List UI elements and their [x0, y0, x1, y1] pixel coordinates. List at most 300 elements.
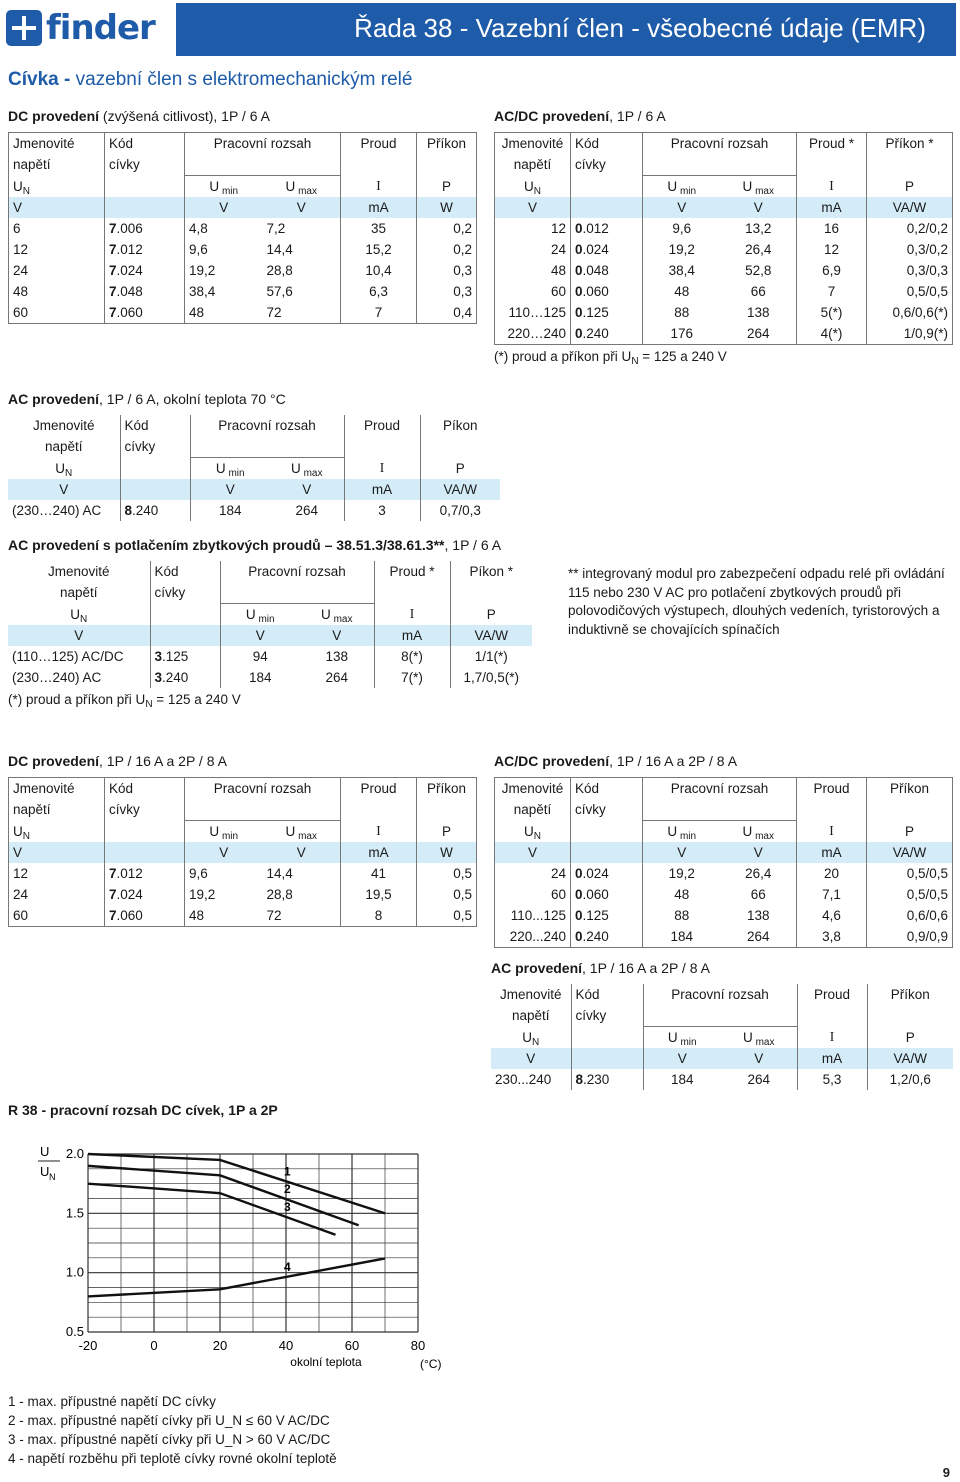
- cell-umax: 26,4: [745, 866, 772, 881]
- table-heading: AC/DC provedení, 1P / 16 A a 2P / 8 A: [494, 753, 738, 769]
- cell-umin: 9,6: [185, 239, 263, 260]
- symbol-umin: U $_{min}$: [185, 821, 263, 843]
- col-header: cívky: [571, 154, 643, 176]
- cell-voltage: 24: [550, 242, 566, 257]
- cell-current: 7(*): [374, 667, 450, 688]
- cell-code: 7.012: [105, 239, 185, 260]
- col-header: cívky: [150, 582, 220, 604]
- cell-power: 0,5/0,5: [867, 281, 953, 302]
- cell-umax: 66: [750, 284, 766, 299]
- col-header: Pracovní rozsah: [643, 984, 797, 1005]
- col-header: Pracovní rozsah: [220, 561, 374, 582]
- finder-logo-icon: [6, 10, 42, 46]
- table-note: (*) proud a příkon při $U_N = 125$ a 240 V: [494, 349, 727, 367]
- symbol-p: P: [417, 176, 477, 198]
- cell-current: 8: [341, 905, 417, 927]
- units-row: V V V mA W: [9, 197, 477, 218]
- cell-voltage: (230…240) AC: [12, 670, 102, 685]
- symbol-i: I: [341, 176, 417, 198]
- spec-table: [8, 415, 500, 521]
- cell-current: 4(*): [797, 323, 867, 345]
- cell-voltage: 24: [13, 887, 29, 902]
- header-row: [8, 415, 500, 436]
- symbol-umin: U $_{min}$: [643, 1027, 721, 1049]
- cell-umin: 19,2: [185, 884, 263, 905]
- header-row: [495, 778, 953, 800]
- cell-umax: 264: [295, 503, 319, 518]
- spec-table: [8, 132, 477, 324]
- table-row: [495, 218, 953, 239]
- symbol-umax: U $_{max}$: [291, 461, 323, 479]
- cell-umin: 184: [220, 667, 300, 688]
- table-row: [9, 281, 477, 302]
- col-header: Kód: [120, 415, 190, 436]
- symbol-i: I: [344, 458, 420, 480]
- table-ac-16a: [491, 960, 953, 1090]
- symbol-p: P: [867, 176, 953, 198]
- col-header: cívky: [105, 799, 185, 821]
- table-row: [8, 500, 500, 521]
- col-header: Jmenovité: [13, 781, 75, 796]
- cell-umin: 184: [190, 500, 270, 521]
- cell-umax: 14,4: [266, 242, 293, 257]
- cell-current: 8(*): [374, 646, 450, 667]
- cell-umin: 48: [643, 884, 721, 905]
- y-axis-label: U: [40, 1144, 50, 1159]
- y-axis-label-sub-n: N: [49, 1172, 56, 1182]
- col-header: Kód: [571, 133, 643, 155]
- col-header: Pracovní rozsah: [185, 778, 341, 800]
- cell-umin: 48: [643, 281, 721, 302]
- cell-voltage: 12: [550, 221, 566, 236]
- cell-umin: 38,4: [185, 281, 263, 302]
- legend-item-4: 4 - napětí rozběhu při teplotě cívky rovné okolní teplotě: [8, 1451, 337, 1466]
- symbol-umin: U $_{min}$: [185, 176, 263, 198]
- series-label-2: 2: [284, 1182, 291, 1197]
- cell-umax: 264: [746, 929, 770, 944]
- symbol-row: [495, 821, 953, 843]
- cell-umin: 48: [185, 905, 263, 927]
- cell-power: 0,4: [417, 302, 477, 324]
- col-header: Proud: [797, 778, 867, 800]
- cell-power: 1,2/0,6: [867, 1069, 953, 1090]
- cell-umax: 52,8: [745, 263, 772, 278]
- x-tick-label: -20: [78, 1338, 98, 1353]
- col-header: Pracovní rozsah: [643, 133, 797, 155]
- symbol-un: $U_N$: [522, 1029, 540, 1048]
- cell-power: 0,2/0,2: [867, 218, 953, 239]
- cell-code: 0.125: [571, 905, 643, 926]
- cell-current: 15,2: [341, 239, 417, 260]
- table-row: [495, 260, 953, 281]
- col-header: Kód: [571, 778, 643, 800]
- symbol-p: P: [867, 1027, 953, 1049]
- symbol-umax: U $_{max}$: [321, 607, 353, 625]
- cell-code: 7.060: [105, 905, 185, 927]
- cell-power: 0,3/0,3: [867, 260, 953, 281]
- col-header: napětí: [44, 439, 83, 455]
- cell-current: 7: [797, 281, 867, 302]
- cell-umax: 264: [325, 670, 349, 685]
- cell-umax: 138: [325, 649, 349, 664]
- page-title: Řada 38 - Vazební člen - všeobecné údaje (EMR): [354, 13, 926, 43]
- cell-current: 3: [344, 500, 420, 521]
- cell-code: 3.125: [150, 646, 220, 667]
- chart-title: R 38 - pracovní rozsah DC cívek, 1P a 2P: [8, 1102, 278, 1118]
- symbol-row: [495, 176, 953, 198]
- col-header: Příkon: [417, 133, 477, 155]
- cell-power: 1,7/0,5(*): [450, 667, 532, 688]
- spec-table: [491, 984, 953, 1090]
- y-tick-label: 2.0: [65, 1146, 84, 1161]
- symbol-row: [8, 604, 532, 626]
- cell-umin: 88: [643, 302, 721, 323]
- cell-code: 7.006: [105, 218, 185, 239]
- cell-power: 0,5/0,5: [867, 884, 953, 905]
- col-header: napětí: [13, 157, 51, 173]
- cell-umax: 72: [266, 305, 282, 320]
- series-line-4: [88, 1258, 385, 1296]
- symbol-i: I: [374, 604, 450, 626]
- units-row: V V V mA VA/W: [8, 479, 500, 500]
- series-line-3: [88, 1184, 336, 1235]
- spec-table: [494, 132, 953, 345]
- y-tick-label: 1.0: [65, 1264, 84, 1280]
- col-header: Pracovní rozsah: [190, 415, 344, 436]
- cell-voltage: 24: [13, 263, 29, 278]
- col-header: cívky: [571, 1005, 643, 1027]
- header-row: [8, 561, 532, 582]
- cell-current: 20: [797, 863, 867, 884]
- cell-voltage: 6: [13, 221, 21, 236]
- col-header: Jmenovité: [47, 564, 110, 579]
- cell-voltage: 220...240: [509, 929, 566, 944]
- y-tick-label: 0.5: [65, 1324, 84, 1339]
- cell-code: 0.240: [571, 323, 643, 345]
- cell-code: 7.060: [105, 302, 185, 324]
- cell-voltage: 230...240: [495, 1072, 552, 1087]
- col-header: cívky: [105, 154, 185, 176]
- col-header: Proud: [341, 133, 417, 155]
- cell-power: 1/1(*): [450, 646, 532, 667]
- cell-umin: 9,6: [185, 863, 263, 884]
- cell-umin: 19,2: [643, 239, 721, 260]
- cell-umax: 72: [266, 908, 282, 923]
- cell-power: 0,5: [417, 905, 477, 927]
- cell-code: 7.024: [105, 884, 185, 905]
- table-heading: AC provedení, 1P / 16 A a 2P / 8 A: [491, 960, 710, 976]
- cell-voltage: 60: [550, 284, 566, 299]
- cell-code: 8.240: [120, 500, 190, 521]
- cell-current: 19,5: [341, 884, 417, 905]
- symbol-umin: U $_{min}$: [220, 604, 300, 626]
- cell-umax: 28,8: [266, 263, 293, 278]
- cell-code: 0.060: [571, 281, 643, 302]
- symbol-un: $U_N$: [13, 823, 30, 842]
- cell-umin: 184: [643, 1069, 721, 1090]
- col-header: Kód: [150, 561, 220, 582]
- cell-voltage: (230…240) AC: [12, 503, 102, 518]
- col-header: Proud: [341, 778, 417, 800]
- col-header: Píkon *: [450, 561, 532, 582]
- col-header: Kód: [571, 984, 643, 1005]
- table-row: [495, 863, 953, 884]
- col-header: Jmenovité: [32, 418, 95, 433]
- units-row: V V V mA VA/W: [8, 625, 532, 646]
- cell-current: 6,3: [341, 281, 417, 302]
- table-dc-sensitive: [8, 108, 477, 324]
- y-axis-label-sub: U: [40, 1164, 50, 1179]
- cell-current: 3,8: [797, 926, 867, 948]
- x-tick-label: 60: [344, 1338, 360, 1353]
- symbol-un: $U_N$: [70, 606, 88, 625]
- table-heading: AC provedení, 1P / 6 A, okolní teplota 70 °C: [8, 391, 286, 407]
- cell-code: 0.012: [571, 218, 643, 239]
- col-header: Proud: [344, 415, 420, 436]
- cell-voltage: 24: [550, 866, 566, 881]
- cell-power: 0,5/0,5: [867, 863, 953, 884]
- brand-name: finder: [46, 8, 155, 48]
- symbol-un: $U_N$: [55, 460, 73, 479]
- symbol-i: I: [797, 821, 867, 843]
- symbol-row: [9, 176, 477, 198]
- cell-power: 0,6/0,6(*): [867, 302, 953, 323]
- x-tick-label: 40: [278, 1338, 294, 1353]
- symbol-umin: U $_{min}$: [643, 176, 721, 198]
- col-header: Jmenovité: [13, 136, 75, 151]
- table-row: [495, 905, 953, 926]
- legend-item-1: 1 - max. přípustné napětí DC cívky: [8, 1394, 216, 1409]
- cell-umax: 7,2: [266, 221, 286, 236]
- cell-power: 0,3/0,2: [867, 239, 953, 260]
- cell-umin: 19,2: [185, 260, 263, 281]
- cell-umax: 264: [746, 326, 770, 341]
- cell-umin: 38,4: [643, 260, 721, 281]
- cell-umin: 88: [643, 905, 721, 926]
- col-header: napětí: [511, 1008, 550, 1024]
- cell-power: 1/0,9(*): [867, 323, 953, 345]
- cell-voltage: 110...125: [510, 908, 566, 923]
- symbol-row: [491, 1027, 953, 1049]
- cell-umax: 14,4: [266, 866, 293, 881]
- series-label-1: 1: [284, 1164, 291, 1179]
- spec-table: [8, 777, 477, 927]
- table-row: [9, 884, 477, 905]
- residual-footnote: ** integrovaný modul pro zabezpečení odpadu relé při ovládání 115 nebo 230 V AC pro potlačení zbytkových proudů při polovodičových výstupech, dlouhých vedeních, tyristorových a induktivně se chovajících spínačích: [568, 566, 945, 637]
- finder-logo: [6, 8, 155, 48]
- x-axis-label: okolní teplota: [290, 1355, 362, 1369]
- table-row: [495, 281, 953, 302]
- col-header: napětí: [13, 802, 51, 818]
- cell-umax: 26,4: [745, 242, 772, 257]
- cell-power: 0,6/0,6: [867, 905, 953, 926]
- cell-code: 0.240: [571, 926, 643, 948]
- symbol-row: [8, 458, 500, 480]
- chart: [8, 1130, 448, 1386]
- x-tick-label: 80: [410, 1338, 426, 1353]
- table-note: (*) proud a příkon při $U_N = 125$ a 240 V: [8, 692, 241, 710]
- cell-code: 7.012: [105, 863, 185, 884]
- cell-current: 5,3: [797, 1069, 867, 1090]
- symbol-umax: U $_{max}$: [743, 1030, 775, 1048]
- symbol-umax: U $_{max}$: [742, 179, 774, 197]
- spec-table: [494, 777, 953, 948]
- table-ac-6a: [8, 391, 500, 521]
- header-row: [491, 984, 953, 1005]
- page-number: 9: [942, 1465, 950, 1480]
- col-header: napětí: [513, 802, 552, 818]
- col-header: Příkon: [417, 778, 477, 800]
- table-dc-16a: [8, 753, 477, 927]
- col-header: Píkon: [420, 415, 500, 436]
- cell-umax: 138: [746, 305, 770, 320]
- symbol-p: P: [867, 821, 953, 843]
- symbol-umax: U $_{max}$: [285, 824, 317, 842]
- cell-voltage: 48: [13, 284, 29, 299]
- x-tick-label: 20: [212, 1338, 228, 1353]
- cell-current: 7,1: [797, 884, 867, 905]
- cell-power: 0,7/0,3: [420, 500, 500, 521]
- cell-umin: 19,2: [643, 863, 721, 884]
- cell-current: 41: [341, 863, 417, 884]
- table-row: [491, 1069, 953, 1090]
- table-row: [9, 218, 477, 239]
- cell-voltage: (110…125) AC/DC: [12, 649, 124, 664]
- title-bar: [176, 3, 956, 56]
- cell-power: 0,9/0,9: [867, 926, 953, 948]
- cell-umin: 48: [185, 302, 263, 324]
- cell-current: 6,9: [797, 260, 867, 281]
- symbol-umin: U $_{min}$: [190, 458, 270, 480]
- cell-voltage: 48: [550, 263, 566, 278]
- x-tick-label: 0: [150, 1338, 158, 1353]
- symbol-un: $U_N$: [13, 178, 30, 197]
- table-row: [495, 926, 953, 948]
- table-row: [9, 302, 477, 324]
- col-header: cívky: [571, 799, 643, 821]
- cell-power: 0,5: [417, 863, 477, 884]
- cell-current: 12: [797, 239, 867, 260]
- col-header: cívky: [120, 436, 190, 458]
- cell-code: 0.024: [571, 863, 643, 884]
- cell-current: 7: [341, 302, 417, 324]
- cell-current: 4,6: [797, 905, 867, 926]
- cell-umax: 264: [747, 1072, 771, 1087]
- cell-voltage: 60: [550, 887, 566, 902]
- table-row: [9, 239, 477, 260]
- symbol-p: P: [417, 821, 477, 843]
- table-row: [495, 302, 953, 323]
- col-header: Příkon: [867, 778, 953, 800]
- cell-current: 35: [341, 218, 417, 239]
- table-row: [9, 905, 477, 927]
- cell-umax: 138: [746, 908, 770, 923]
- header-row: [9, 133, 477, 155]
- cell-umin: 176: [643, 323, 721, 345]
- table-heading: AC/DC provedení, 1P / 6 A: [494, 108, 666, 124]
- cell-voltage: 110…125: [508, 305, 566, 320]
- table-heading: AC provedení s potlačením zbytkových proudů – 38.51.3/38.61.3**, 1P / 6 A: [8, 537, 502, 553]
- col-header: Kód: [105, 133, 185, 155]
- cell-power: 0,2: [417, 218, 477, 239]
- cell-umin: 184: [643, 926, 721, 948]
- symbol-p: P: [450, 604, 532, 626]
- table-row: [8, 667, 532, 688]
- series-label-3: 3: [284, 1199, 291, 1214]
- cell-code: 3.240: [150, 667, 220, 688]
- symbol-p: P: [420, 458, 500, 480]
- cell-umax: 28,8: [266, 887, 293, 902]
- cell-code: 7.024: [105, 260, 185, 281]
- cell-umax: 66: [750, 887, 766, 902]
- table-acdc-6a: [494, 108, 953, 367]
- symbol-un: $U_N$: [524, 178, 541, 197]
- cell-umin: 94: [220, 646, 300, 667]
- cell-voltage: 60: [13, 908, 29, 923]
- col-header: Kód: [105, 778, 185, 800]
- cell-code: 0.024: [571, 239, 643, 260]
- cell-power: 0,3: [417, 260, 477, 281]
- cell-code: 0.060: [571, 884, 643, 905]
- legend-item-2: 2 - max. přípustné napětí cívky při U_N ≤ 60 V AC/DC: [8, 1413, 330, 1428]
- cell-voltage: 12: [13, 242, 29, 257]
- cell-umax: 13,2: [745, 221, 772, 236]
- symbol-i: I: [797, 176, 867, 198]
- col-header: Jmenovité: [499, 987, 562, 1002]
- symbol-un: $U_N$: [524, 823, 541, 842]
- cell-power: 0,3: [417, 281, 477, 302]
- col-header: Příkon *: [867, 133, 953, 155]
- table-row: [495, 884, 953, 905]
- section-title: Cívka - vazební člen s elektromechanickým relé: [8, 69, 413, 90]
- chart-svg: [8, 1130, 448, 1386]
- units-row: V V V mA VA/W: [495, 842, 953, 863]
- cell-umin: 4,8: [185, 218, 263, 239]
- cell-voltage: 12: [13, 866, 29, 881]
- col-header: Pracovní rozsah: [185, 133, 341, 155]
- series-label-4: 4: [284, 1259, 291, 1274]
- cell-current: 5(*): [797, 302, 867, 323]
- cell-current: 16: [797, 218, 867, 239]
- col-header: napětí: [59, 585, 98, 601]
- table-row: [8, 646, 532, 667]
- table-row: [495, 323, 953, 345]
- x-axis-unit: (°C): [420, 1357, 442, 1371]
- cell-power: 0,2: [417, 239, 477, 260]
- cell-voltage: 220…240: [507, 326, 566, 341]
- symbol-umin: U $_{min}$: [643, 821, 721, 843]
- col-header: Proud: [797, 984, 867, 1005]
- cell-power: 0,5: [417, 884, 477, 905]
- table-heading: DC provedení (zvýšená citlivost), 1P / 6 A: [8, 108, 270, 124]
- spec-table: [8, 561, 532, 688]
- symbol-umax: U $_{max}$: [742, 824, 774, 842]
- symbol-row: [9, 821, 477, 843]
- units-row: V V V mA VA/W: [491, 1048, 953, 1069]
- cell-code: 8.230: [571, 1069, 643, 1090]
- col-header: Pracovní rozsah: [643, 778, 797, 800]
- header-row: [495, 133, 953, 155]
- col-header: Jmenovité: [501, 136, 564, 151]
- col-header: Proud *: [374, 561, 450, 582]
- col-header: Jmenovité: [501, 781, 564, 796]
- table-heading: DC provedení, 1P / 16 A a 2P / 8 A: [8, 753, 227, 769]
- legend-item-3: 3 - max. přípustné napětí cívky při U_N > 60 V AC/DC: [8, 1432, 331, 1447]
- col-header: napětí: [513, 157, 552, 173]
- cell-current: 10,4: [341, 260, 417, 281]
- y-tick-label: 1.5: [65, 1205, 84, 1221]
- symbol-i: I: [341, 821, 417, 843]
